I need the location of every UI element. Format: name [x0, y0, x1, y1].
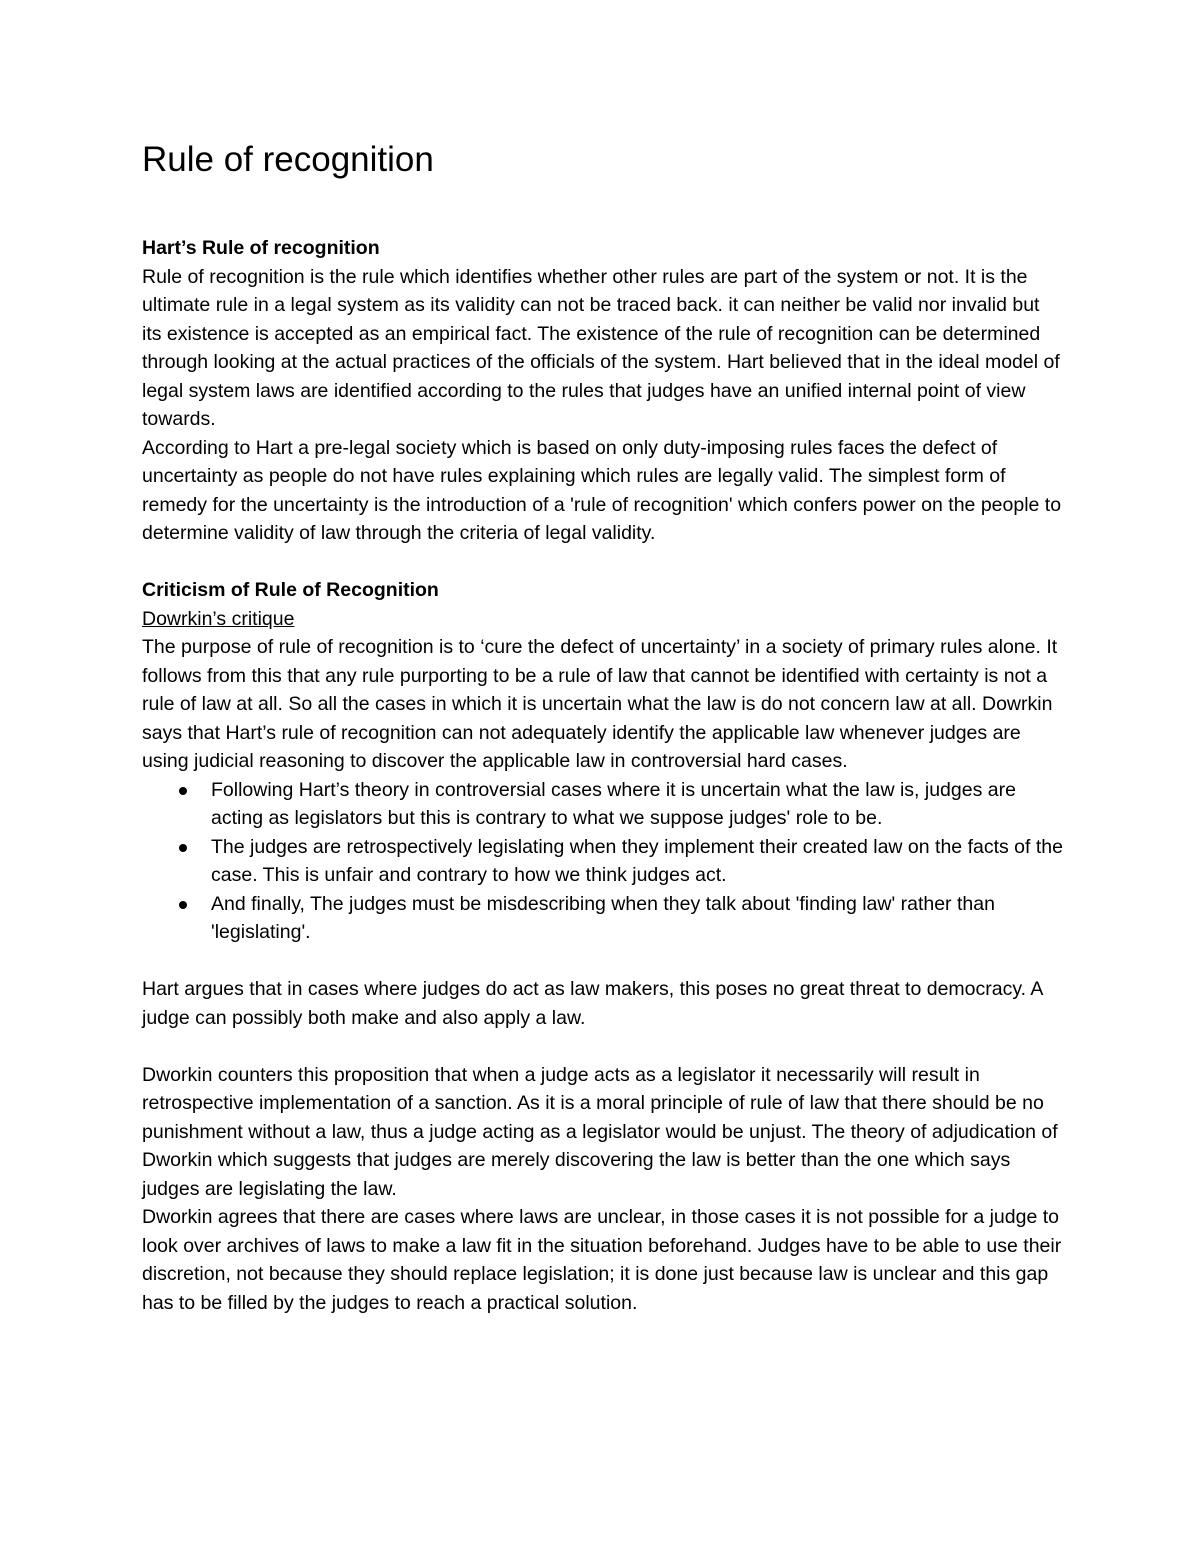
- document-page: [142, 138, 1064, 1317]
- section-heading-harts-rule: Hart’s Rule of recognition: [142, 237, 380, 259]
- spacer: [142, 947, 1064, 976]
- section-heading-criticism: Criticism of Rule of Recognition: [142, 579, 439, 601]
- subheading-dworkin-critique: Dowrkin’s critique: [142, 607, 295, 630]
- list-item: The judges are retrospectively legislating when they implement their created law on the facts of the case. This is unfair and contrary to how we think judges act.: [211, 833, 1064, 890]
- paragraph-critique-intro: The purpose of rule of recognition is to ‘cure the defect of uncertainty’ in a society of primary rules alone. It follows from this that any rule purporting to be a rule of law that cannot be identified with certainty is not a rule of law at all. So all the cases in which it is uncertain what the law is do not concern law at all. Dowrkin says that Hart’s rule of recognition can not adequately identify the applicable law whenever judges are using judicial reasoning to discover the applicable law in controversial hard cases.: [142, 636, 1058, 772]
- paragraph-rule-definition: Rule of recognition is the rule which identifies whether other rules are part of the system or not. It is the ultimate rule in a legal system as its validity can not be traced back. it can neither be valid nor invalid but its existence is accepted as an empirical fact. The existence of the rule of recognition can be determined through looking at the actual practices of the officials of the system. Hart believed that in the ideal model of legal system laws are identified according to the rules that judges have an unified internal point of view towards.: [142, 265, 1060, 430]
- list-item: And finally, The judges must be misdescribing when they talk about 'finding law' rather than 'legislating'.: [211, 890, 1064, 947]
- page-title: Rule of recognition: [142, 140, 434, 179]
- critique-bullet-list: [142, 776, 1064, 947]
- paragraph-dworkin-agrees: Dworkin agrees that there are cases where laws are unclear, in those cases it is not possible for a judge to look over archives of laws to make a law fit in the situation beforehand. Judges have to be able to use their discretion, not because they should replace legislation; it is done just because law is unclear and this gap has to be filled by the judges to reach a practical solution.: [142, 1206, 1062, 1314]
- list-item: Following Hart’s theory in controversial cases where it is uncertain what the law is, judges are acting as legislators but this is contrary to what we suppose judges' role to be.: [211, 776, 1064, 833]
- paragraph-dworkin-counters: Dworkin counters this proposition that when a judge acts as a legislator it necessarily will result in retrospective implementation of a sanction. As it is a moral principle of rule of law that there should be no punishment without a law, thus a judge acting as a legislator would be unjust. The theory of adjudication of Dworkin which suggests that judges are merely discovering the law is better than the one which says judges are legislating the law.: [142, 1063, 1058, 1200]
- paragraph-hart-argues: Hart argues that in cases where judges do act as law makers, this poses no great threat to democracy. A judge can possibly both make and also apply a law.: [142, 978, 1043, 1029]
- spacer: [142, 1032, 1064, 1061]
- paragraph-pre-legal-society: According to Hart a pre-legal society which is based on only duty-imposing rules faces the defect of uncertainty as people do not have rules explaining which rules are legally valid. The simplest form of remedy for the uncertainty is the introduction of a 'rule of recognition' which confers power on the people to determine validity of law through the criteria of legal validity.: [142, 436, 1062, 544]
